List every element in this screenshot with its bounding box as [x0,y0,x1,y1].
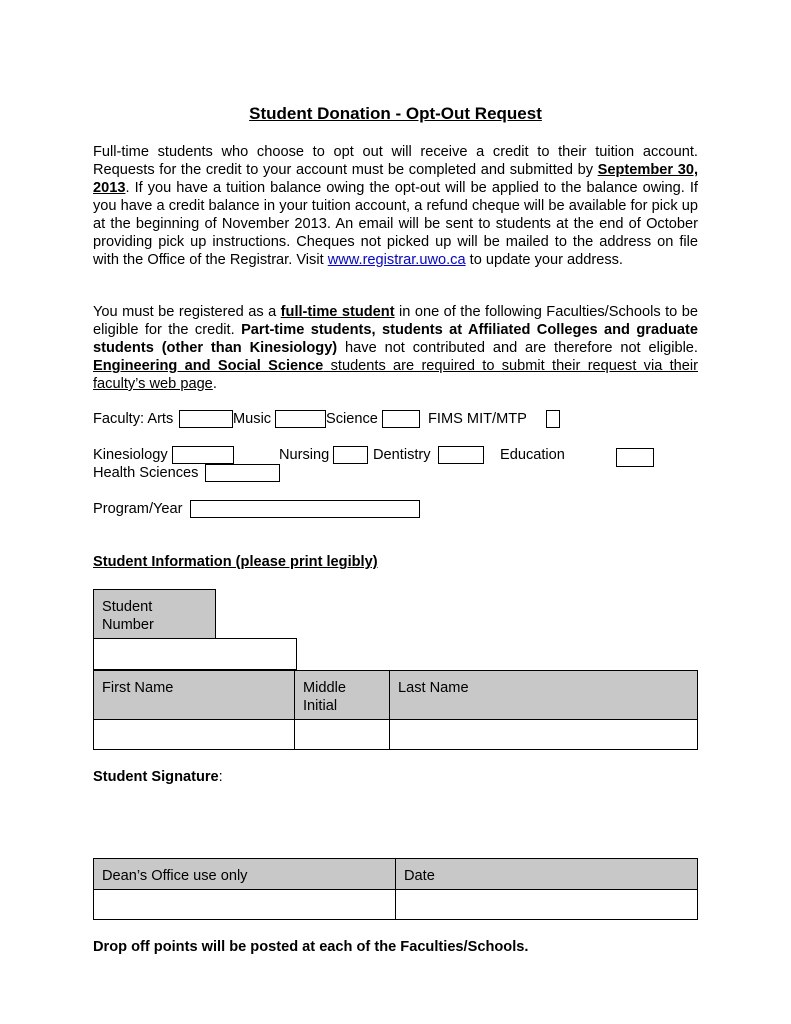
date-header [395,858,698,890]
music-checkbox[interactable] [275,410,326,428]
nursing-label: Nursing [279,447,330,463]
signature-text: Student Signature [93,769,219,785]
date-field[interactable] [395,889,698,920]
page-title: Student Donation - Opt-Out Request [249,104,542,123]
kinesiology-checkbox[interactable] [172,446,234,464]
date-label: Date [404,868,435,884]
science-label: Science [326,411,378,427]
dean-office-header [93,858,396,890]
intro-paragraph [93,143,698,269]
fims-checkbox[interactable] [546,410,560,428]
kinesiology-label: Kinesiology [93,447,168,463]
student-number-header [93,589,216,639]
music-label: Music [233,411,272,427]
last-name-field[interactable] [389,719,698,750]
intro-text-c: to update your address. [465,252,623,268]
ineligible-text: Part-time students, students at Affiliated Colleges and graduate students (other than Kinesiology) [93,322,698,356]
student-signature-label [93,768,223,786]
fims-label: FIMS MIT/MTP [428,411,527,427]
elig-text-e: . [212,376,217,392]
student-number-field[interactable] [93,638,297,670]
dean-office-label: Dean’s Office use only [102,868,248,884]
eng-socsci-text: Engineering and Social Science [93,358,324,374]
intro-text-a: Full-time students who choose to opt out will receive a credit to their tuition account. Requests for the credit to your account must be completed and submitted by [93,144,698,178]
registrar-link[interactable]: www.registrar.uwo.ca [327,252,466,268]
science-checkbox[interactable] [382,410,420,428]
middle-initial-header [294,670,390,720]
intro-text-b: . If you have a tuition balance owing the opt-out will be applied to the balance owing. If you have a credit balance in your tuition account, a refund cheque will be available for pick up at the beginning of November 2013. An email will be sent to students at the end of October providing pick up instructions. Cheques not picked up will be mailed to the address on file with the Office of the Registrar. Visit [93,180,698,268]
fulltime-text: full-time student [280,304,395,320]
elig-text-a: You must be registered as a [93,304,281,320]
health-sciences-checkbox[interactable] [205,464,280,482]
education-label: Education [500,447,565,463]
last-name-header [389,670,698,720]
arts-checkbox[interactable] [179,410,233,428]
elig-text-b: in one of the following Faculties/Schools to be eligible for the credit. [93,304,698,338]
first-name-label: First Name [102,680,174,696]
dentistry-label: Dentistry [373,447,431,463]
program-year-label: Program/Year [93,501,183,517]
education-checkbox[interactable] [616,448,654,467]
nursing-checkbox[interactable] [333,446,368,464]
dean-office-field[interactable] [93,889,396,920]
student-number-label: Student Number [102,599,154,633]
first-name-field[interactable] [93,719,295,750]
last-name-label: Last Name [398,680,469,696]
faculty-arts-label: Faculty: Arts [93,411,174,427]
eligibility-paragraph [93,303,698,393]
middle-initial-label: Middle Initial [303,680,346,714]
deadline-date: September 30, 2013 [93,162,698,196]
student-info-heading: Student Information (please print legibly) [93,554,378,570]
drop-off-note: Drop off points will be posted at each of the Faculties/Schools. [93,939,529,955]
health-sciences-label: Health Sciences [93,465,199,481]
first-name-header [93,670,295,720]
dentistry-checkbox[interactable] [438,446,484,464]
elig-text-c: have not contributed and are therefore not eligible. [337,340,698,356]
signature-colon: : [218,769,223,785]
elig-text-d: students are required to submit their request via their faculty’s web page [93,358,698,392]
middle-initial-field[interactable] [294,719,390,750]
program-year-field[interactable] [190,500,420,518]
